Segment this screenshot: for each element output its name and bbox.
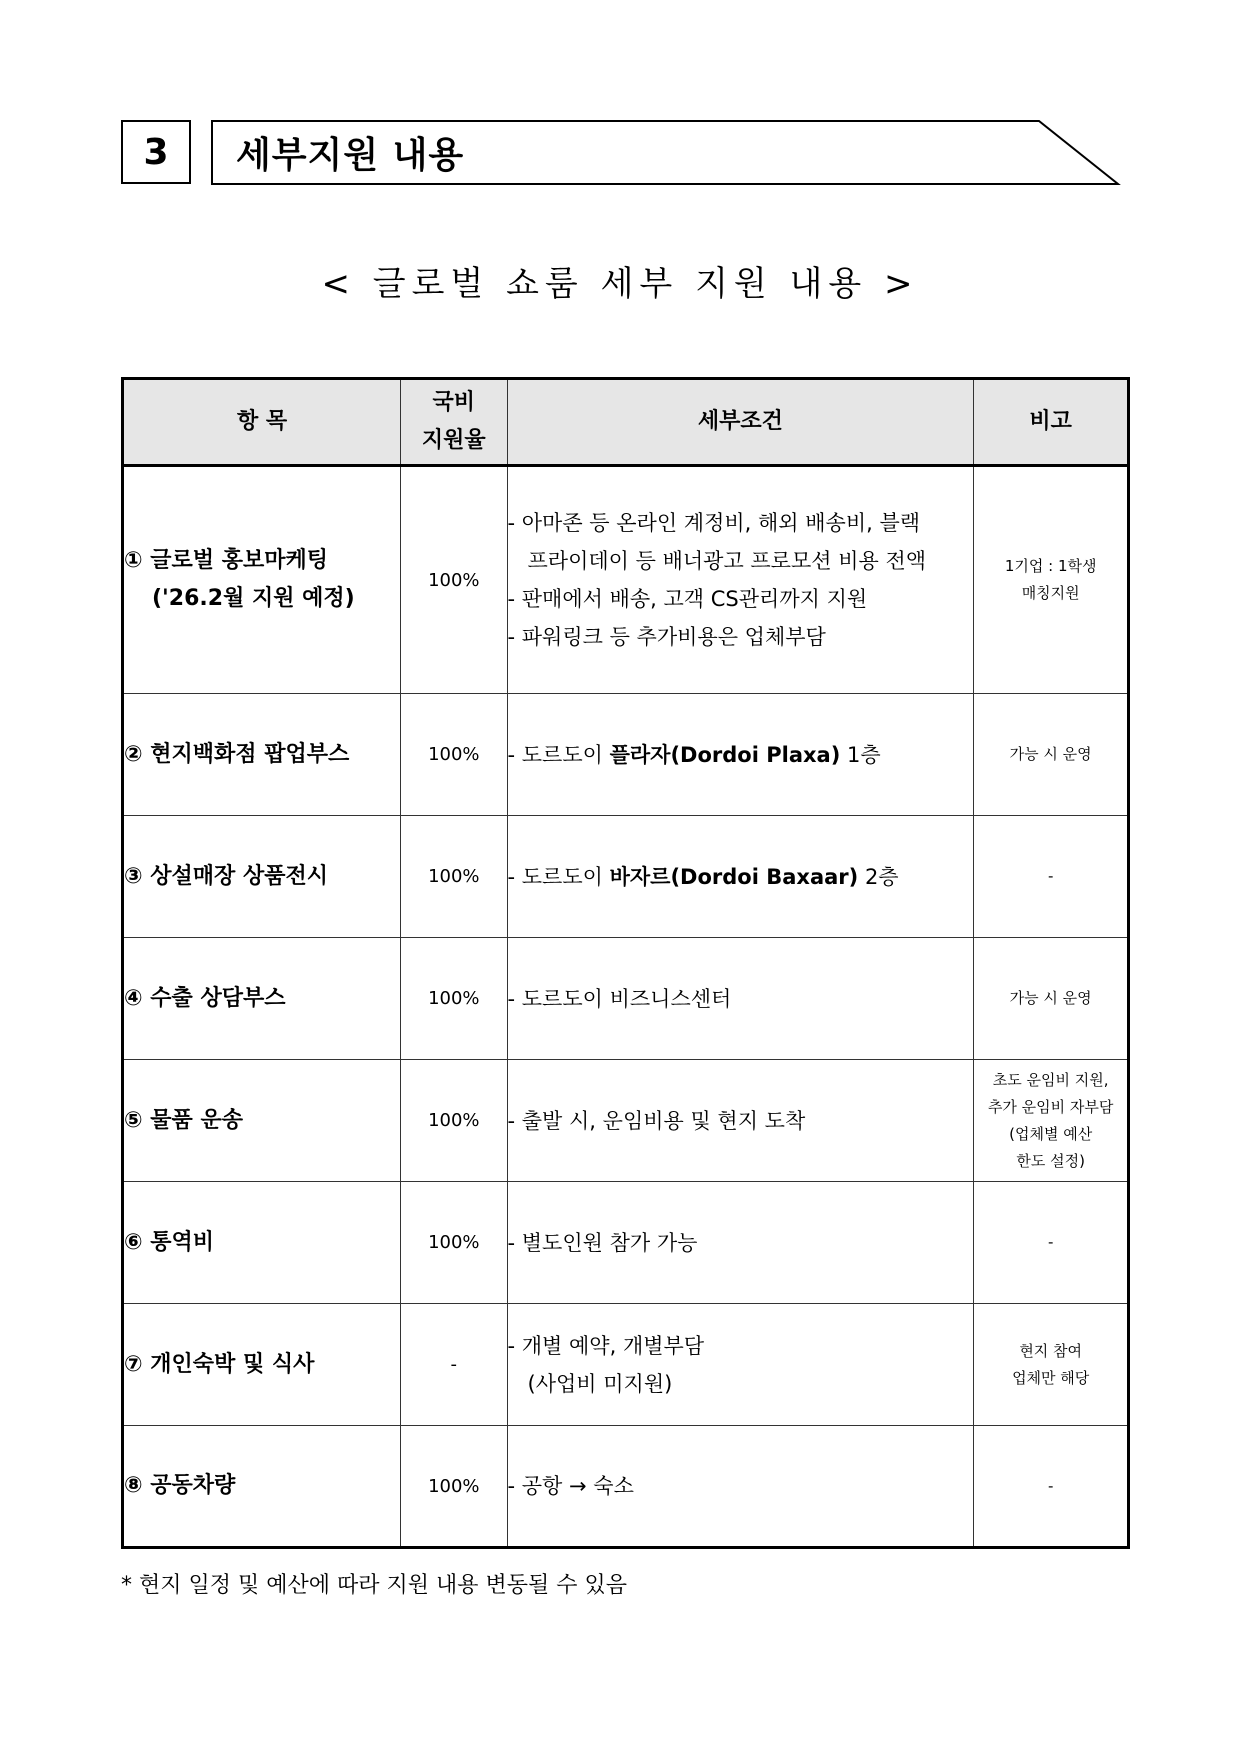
section-title: 세부지원 내용 xyxy=(236,134,465,176)
row-item: ⑧ 공동차량 xyxy=(123,1426,401,1548)
note-line: 현지 참여 xyxy=(1019,1341,1083,1360)
row-note xyxy=(974,1060,1129,1182)
row-cond xyxy=(507,466,974,694)
row-rate: 100% xyxy=(401,816,507,938)
row-note xyxy=(974,938,1129,1060)
note-line: 가능 시 운영 xyxy=(1009,989,1092,1007)
cond-suffix: 2층 xyxy=(858,864,899,889)
table-row xyxy=(123,1060,1129,1182)
row-cond xyxy=(507,1182,974,1304)
table-row xyxy=(123,1182,1129,1304)
cond-line: - 판매에서 배송, 고객 CS관리까지 지원 xyxy=(507,587,868,611)
footnote: * 현지 일정 및 예산에 따라 지원 내용 변동될 수 있음 xyxy=(121,1573,627,1598)
table-row xyxy=(123,1426,1129,1548)
note-line: 1기업 : 1학생 xyxy=(1004,557,1097,575)
row-cond xyxy=(507,816,974,938)
row-item-title: ① 글로벌 홍보마케팅 xyxy=(124,548,328,573)
table-row xyxy=(123,1304,1129,1426)
cond-line: - 별도인원 참가 가능 xyxy=(507,1230,698,1255)
header-rate-line2: 지원율 xyxy=(421,428,486,453)
header-note: 비고 xyxy=(974,379,1129,466)
row-rate: 100% xyxy=(401,466,507,694)
note-line: 추가 운임비 자부담 xyxy=(987,1097,1114,1116)
row-item: ⑤ 물품 운송 xyxy=(123,1060,401,1182)
cond-prefix: - 도르도이 xyxy=(507,742,610,767)
cond-line: - 도르도이 비즈니스센터 xyxy=(507,986,732,1011)
note-line: (업체별 예산 xyxy=(1009,1124,1093,1143)
row-note xyxy=(974,1426,1129,1548)
row-item-subtitle: ('26.2월 지원 예정) xyxy=(152,586,355,611)
note-line: 업체만 해당 xyxy=(1012,1368,1090,1387)
table-row xyxy=(123,816,1129,938)
note-line: 초도 운임비 지원, xyxy=(992,1070,1109,1089)
note-line: - xyxy=(1047,1233,1054,1251)
support-table xyxy=(121,377,1130,1549)
cond-line: - 개별 예약, 개별부담 xyxy=(507,1333,705,1358)
row-rate: 100% xyxy=(401,1060,507,1182)
note-line: 한도 설정) xyxy=(1016,1151,1085,1170)
row-item: ② 현지백화점 팝업부스 xyxy=(123,694,401,816)
cond-location: 플라자(Dordoi Plaxa) xyxy=(609,742,841,767)
row-note xyxy=(974,816,1129,938)
cond-line: - 공항 → 숙소 xyxy=(507,1474,634,1498)
row-item: ⑦ 개인숙박 및 식사 xyxy=(123,1304,401,1426)
document-title: < 글로벌 쇼룸 세부 지원 내용 > xyxy=(321,264,919,304)
row-note xyxy=(974,1304,1129,1426)
cond-line: 프라이데이 등 배너광고 프로모션 비용 전액 xyxy=(527,549,927,573)
row-note xyxy=(974,694,1129,816)
note-line: 매칭지원 xyxy=(1021,584,1080,602)
table-row xyxy=(123,466,1129,694)
header-rate xyxy=(401,379,507,466)
row-note xyxy=(974,466,1129,694)
row-rate: 100% xyxy=(401,1182,507,1304)
table-header-row xyxy=(123,379,1129,466)
cond-line: - 출발 시, 운임비용 및 현지 도착 xyxy=(507,1108,806,1133)
row-item: ③ 상설매장 상품전시 xyxy=(123,816,401,938)
header-item: 항 목 xyxy=(123,379,401,466)
row-cond xyxy=(507,1304,974,1426)
cond-prefix: - 도르도이 xyxy=(507,864,610,889)
row-cond xyxy=(507,1060,974,1182)
row-item: ④ 수출 상담부스 xyxy=(123,938,401,1060)
row-note xyxy=(974,1182,1129,1304)
section-number: 3 xyxy=(121,120,191,184)
row-cond xyxy=(507,1426,974,1548)
row-cond xyxy=(507,694,974,816)
row-rate: 100% xyxy=(401,1426,507,1548)
row-rate: - xyxy=(401,1304,507,1426)
note-line: 가능 시 운영 xyxy=(1009,745,1092,763)
cond-location: 바자르(Dordoi Baxaar) xyxy=(609,864,859,889)
row-rate: 100% xyxy=(401,694,507,816)
cond-suffix: 1층 xyxy=(840,742,881,767)
header-cond: 세부조건 xyxy=(507,379,974,466)
note-line: - xyxy=(1047,867,1054,885)
row-item xyxy=(123,466,401,694)
note-line: - xyxy=(1047,1476,1054,1495)
table-row xyxy=(123,694,1129,816)
header-rate-line1: 국비 xyxy=(432,390,476,415)
section-title-bar xyxy=(211,120,1121,186)
row-item: ⑥ 통역비 xyxy=(123,1182,401,1304)
cond-line: (사업비 미지원) xyxy=(527,1371,673,1396)
cond-line: - 파워링크 등 추가비용은 업체부담 xyxy=(507,625,826,649)
row-cond xyxy=(507,938,974,1060)
cond-line: - 아마존 등 온라인 계정비, 해외 배송비, 블랙 xyxy=(507,511,921,535)
row-rate: 100% xyxy=(401,938,507,1060)
table-row xyxy=(123,938,1129,1060)
